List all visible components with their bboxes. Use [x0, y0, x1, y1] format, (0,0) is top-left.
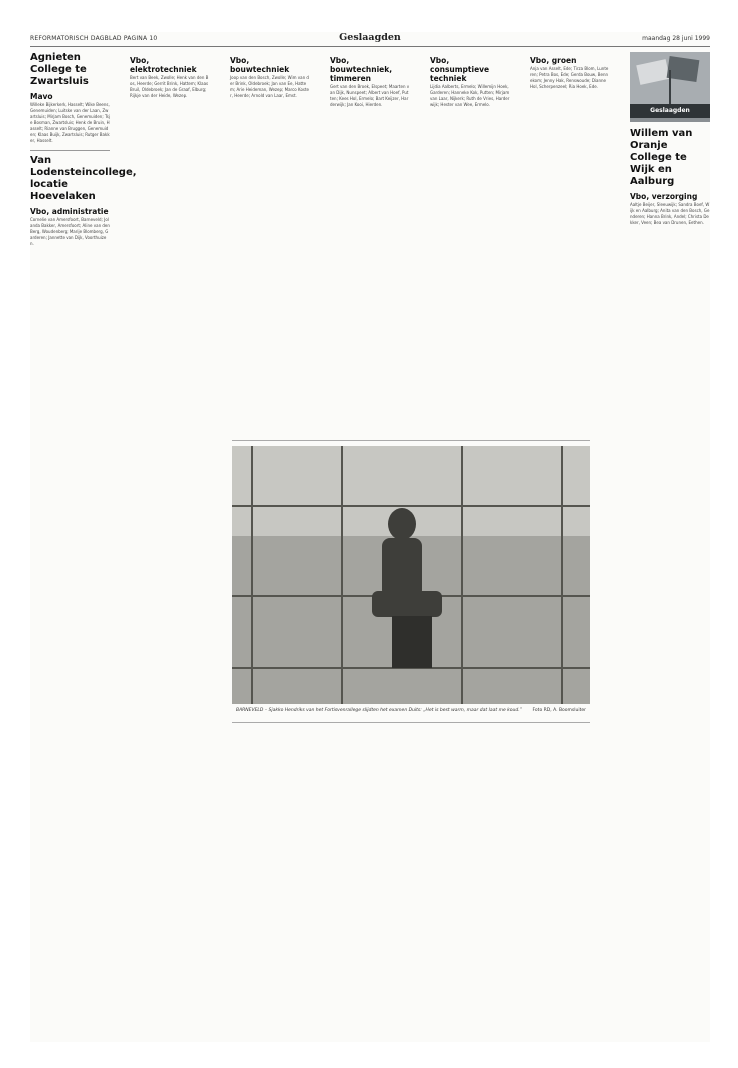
section-title: Geslaagden — [339, 32, 401, 43]
divider — [30, 150, 110, 151]
column-4 — [330, 52, 410, 442]
graduate-list: Lijdia Aalberts, Ermelo; Willemijn Hoek, Garderen; Hanneke Kok, Putten; Mirjam van Laar, Nijkerk; Ruth de Vries, Harderwijk; Hester van Wee, Ermelo. — [430, 84, 510, 107]
subject-heading: Vbo, verzorging — [630, 192, 698, 201]
news-photo — [232, 446, 590, 704]
column-2 — [130, 52, 210, 1027]
graduate-list: Bert van Beek, Zwolle; Henk van den Bos, Heerde; Gerrit Brink, Hattem; Klaas Bruil, Oldebroek; Jan de Graaf, Elburg; Rijkje van der Heide, Wezep. — [130, 75, 209, 98]
subject-heading: Vbo, groen — [530, 56, 577, 65]
column-6 — [530, 52, 610, 442]
page-header — [30, 32, 710, 47]
column-7 — [630, 128, 710, 1028]
subject-heading: Vbo, elektrotechniek — [130, 56, 197, 74]
photo-caption — [236, 708, 586, 718]
photo-credit: Foto RD, A. Boomsluiter — [532, 708, 586, 713]
school-heading: Van Lodensteincollege, locatie Hoevelaken — [30, 155, 137, 202]
graduate-list: Aaltje Beijer, Sleeuwijk; Sandra Boef, Wijk en Aalburg; Anita van den Bosch, Genderen; Hanna Brink, Andel; Christa Dekker, Veen; Bea van Drunen, Eethen. — [630, 202, 710, 225]
ad-illustration-icon — [630, 52, 710, 104]
subject-heading: Vbo, bouwtechniek — [230, 56, 290, 74]
subject-heading: Mavo — [30, 92, 53, 101]
graduate-list: Willeke Bijkerkerk, Hasselt; Wike Beens, Genemuiden; Luitske van der Laan, Zwartsluis; Mirjam Bosch, Genemuiden; Tsje Bosman, Zwartsluis; Henk de Bruin, Hasselt; Rianne van Bruggen, Genemuiden; Klaas Buijk, Zwartsluis; Rutger Bakker, Hasselt. — [30, 102, 110, 143]
photo-top-rule — [232, 440, 590, 441]
newspaper-page — [30, 32, 710, 1042]
school-heading: Willem van Oranje College te Wijk en Aalburg — [630, 128, 693, 187]
publication-label: REFORMATORISCH DAGBLAD PAGINA 10 — [30, 35, 158, 42]
caption-text: BARNEVELD – Sjakko Hendriks van het Fortisvenrallege slijdten het examen Duits: „Het is best warm, maar dat laat me koud.” — [236, 708, 522, 713]
ad-banner: Geslaagden — [630, 104, 710, 118]
issue-date: maandag 28 juni 1999 — [642, 35, 710, 42]
subject-heading: Vbo, bouwtechniek, timmeren — [330, 56, 393, 83]
scaffold-photo-icon — [232, 446, 590, 704]
advertisement — [630, 52, 710, 122]
column-1 — [30, 52, 137, 1027]
column-5 — [430, 52, 510, 442]
photo-bottom-rule — [232, 722, 590, 723]
school-heading: Agnieten College te Zwartsluis — [30, 52, 89, 87]
graduate-list: Gert van den Broek, Elspeet; Maarten van Dijk, Nunspeet; Albert van Hoef, Putten; Kees Hol, Ermelo; Bart Keijzer, Harderwijk; Jan Kooi, Hierden. — [330, 84, 410, 107]
graduate-list: Joop van den Bosch, Zwolle; Wim van der Brink, Oldebroek; Jan van Ee, Hattem; Arie Heideman, Wezep; Marco Koster, Heerde; Arnold van Laar, Emst. — [230, 75, 310, 98]
subject-heading: Vbo, consumptieve techniek — [430, 56, 490, 83]
graduate-list: Cornelie van Amersfoort, Barneveld; Jolanda Bakker, Amersfoort; Aline van den Berg, Woudenberg; Marije Blomberg, Garderen; Jannette van Dijk, Voorthuizen. — [30, 217, 110, 246]
column-3 — [230, 52, 310, 442]
subject-heading: Vbo, administratie — [30, 207, 109, 216]
graduate-list: Anja van Asselt, Ede; Tirza Blom, Lunteren; Petra Bos, Ede; Gerda Bouw, Bennekom; Jenny Hak, Renswoude; Dianne Hol, Scherpenzeel; Ria Hoek, Ede. — [530, 66, 609, 89]
